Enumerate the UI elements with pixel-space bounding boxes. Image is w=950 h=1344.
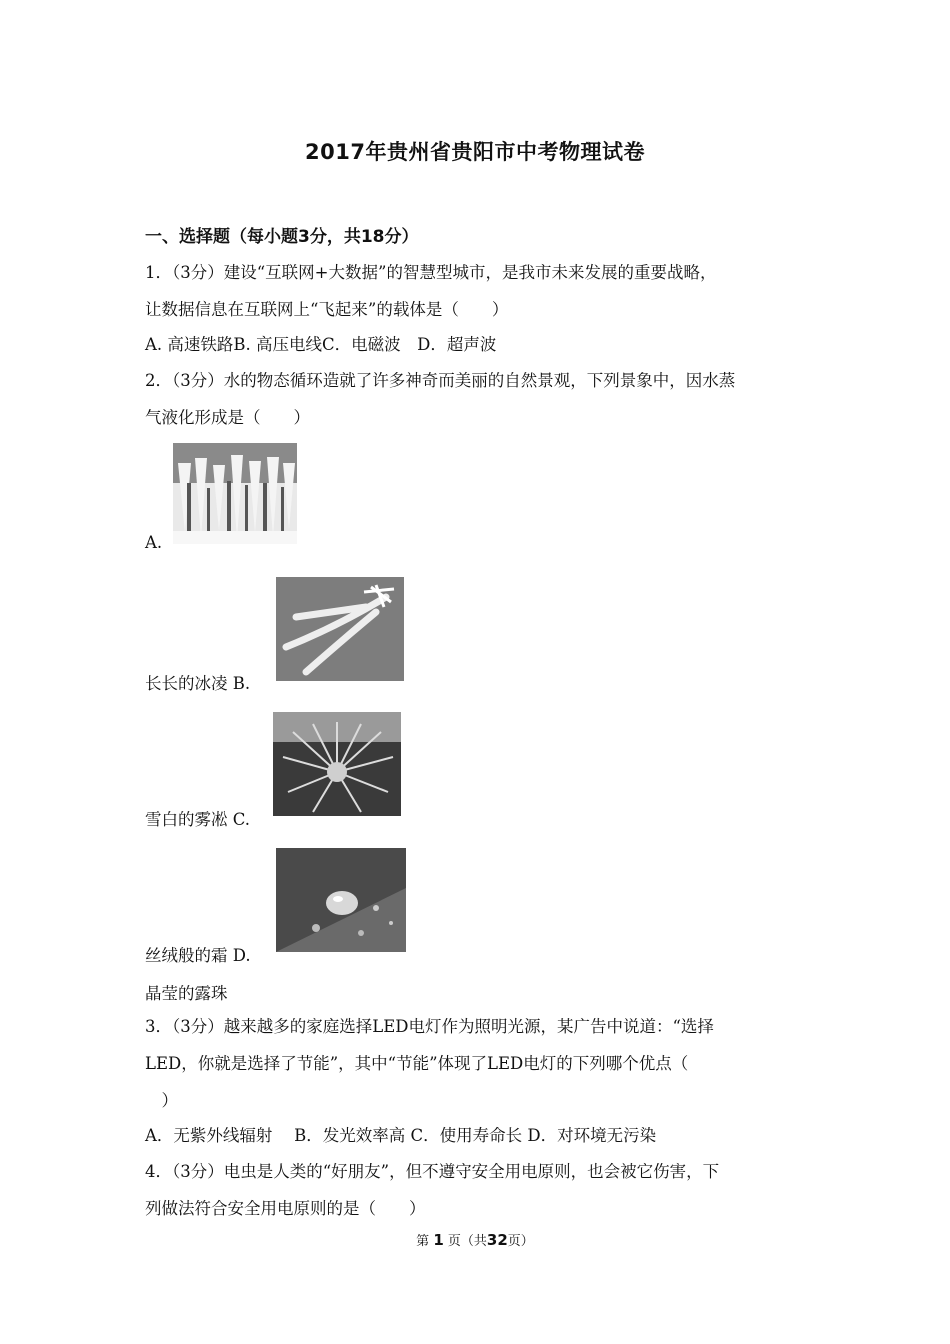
page-title: 2017年贵州省贵阳市中考物理试卷: [305, 140, 645, 164]
footer-suffix: 页）: [507, 1234, 534, 1249]
q4-line2: 列做法符合安全用电原则的是（ ）: [145, 1199, 426, 1218]
footer-prefix: 第: [416, 1234, 430, 1249]
rime-photo: [276, 577, 404, 681]
q2-option-a: A.: [145, 533, 163, 552]
q2-line2: 气液化形成是（ ）: [145, 408, 310, 427]
footer-total-pages: 32: [486, 1231, 508, 1249]
q2-option-d-text: 晶莹的露珠: [145, 984, 228, 1003]
q3-options: A．无紫外线辐射 B．发光效率高 C．使用寿命长 D．对环境无污染: [145, 1126, 657, 1145]
icicle-photo: [173, 443, 297, 544]
q2-line1: 2．（3分）水的物态循环造就了许多神奇而美丽的自然景观，下列景象中，因水蒸: [145, 371, 736, 390]
q2-option-b: 长长的冰凌 B.: [145, 674, 251, 693]
q3-line3: ）: [145, 1091, 178, 1110]
footer-page-number: 1: [433, 1231, 444, 1249]
dew-photo: [276, 848, 406, 952]
footer-middle: 页（共: [447, 1234, 487, 1249]
q2-option-d: 丝绒般的霜 D.: [145, 946, 251, 965]
section-heading: 一、选择题（每小题3分，共18分）: [145, 227, 419, 247]
q4-line1: 4．（3分）电虫是人类的“好朋友”，但不遵守安全用电原则，也会被它伤害，下: [145, 1162, 720, 1181]
page-footer: [0, 1230, 950, 1249]
q1-line2: 让数据信息在互联网上“飞起来”的载体是（ ）: [145, 300, 509, 319]
q3-line2: LED，你就是选择了节能”，其中“节能”体现了LED电灯的下列哪个优点（: [145, 1054, 689, 1073]
q1-options: A. 高速铁路B. 高压电线C．电磁波 D．超声波: [145, 335, 497, 354]
frost-photo: [273, 712, 401, 816]
q3-line1: 3．（3分）越来越多的家庭选择LED电灯作为照明光源，某广告中说道：“选择: [145, 1017, 714, 1036]
q1-line1: 1．（3分）建设“互联网+大数据”的智慧型城市，是我市未来发展的重要战略，: [145, 263, 717, 282]
q2-option-c: 雪白的雾凇 C.: [145, 810, 251, 829]
